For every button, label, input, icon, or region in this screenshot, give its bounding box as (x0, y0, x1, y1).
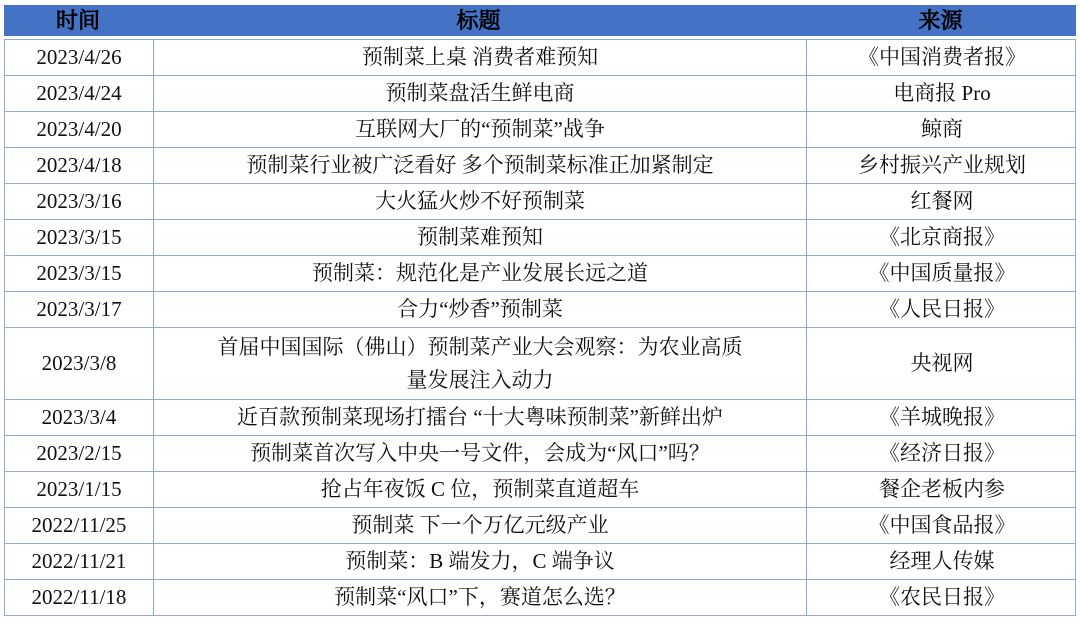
cell-date: 2023/3/16 (36, 189, 122, 214)
table-row (5, 291, 1075, 327)
table-header-row (4, 5, 1076, 36)
cell-source: 《人民日报》 (806, 292, 1077, 327)
cell-source: 《羊城晚报》 (806, 400, 1077, 435)
cell-source: 电商报 Pro (806, 76, 1077, 111)
cell-date: 2022/11/25 (31, 513, 127, 538)
cell-title: 预制菜：规范化是产业发展长远之道 (153, 256, 806, 291)
cell-title: 预制菜难预知 (153, 220, 806, 255)
table-row (5, 471, 1075, 507)
cell-title: 近百款预制菜现场打擂台 “十大粤味预制菜”新鲜出炉 (153, 400, 806, 435)
cell-title: 预制菜 下一个万亿元级产业 (153, 508, 806, 543)
cell-source: 《北京商报》 (806, 220, 1077, 255)
cell-title: 大火猛火炒不好预制菜 (153, 184, 806, 219)
header-title: 标题 (456, 8, 501, 33)
cell-title: 预制菜上桌 消费者难预知 (153, 40, 806, 75)
cell-source: 《中国消费者报》 (806, 40, 1077, 75)
cell-date: 2023/1/15 (36, 477, 122, 502)
cell-source: 《中国质量报》 (806, 256, 1077, 291)
table-row (5, 435, 1075, 471)
cell-date: 2022/11/18 (31, 585, 127, 610)
cell-source: 乡村振兴产业规划 (806, 148, 1077, 183)
header-source: 来源 (918, 8, 963, 33)
cell-date: 2022/11/21 (31, 549, 127, 574)
table-row (5, 507, 1075, 543)
table-row (5, 183, 1075, 219)
cell-title: 预制菜首次写入中央一号文件，会成为“风口”吗？ (153, 436, 806, 471)
table-row (5, 399, 1075, 435)
cell-date: 2023/3/15 (36, 225, 122, 250)
cell-title: 预制菜盘活生鲜电商 (153, 76, 806, 111)
cell-date: 2023/3/15 (36, 261, 122, 286)
cell-date: 2023/4/26 (36, 45, 122, 70)
table-row (5, 327, 1075, 399)
cell-source: 《中国食品报》 (806, 508, 1077, 543)
table-row (5, 147, 1075, 183)
cell-source: 红餐网 (806, 184, 1077, 219)
cell-date: 2023/3/4 (41, 405, 117, 430)
news-table (4, 5, 1076, 616)
table-row (5, 40, 1075, 75)
cell-title: 首届中国国际（佛山）预制菜产业大会观察：为农业高质量发展注入动力 (153, 328, 806, 399)
cell-title: 互联网大厂的“预制菜”战争 (153, 112, 806, 147)
table-row (5, 111, 1075, 147)
cell-title: 预制菜行业被广泛看好 多个预制菜标准正加紧制定 (153, 148, 806, 183)
table-row (5, 75, 1075, 111)
table-row (5, 543, 1075, 579)
cell-title: 合力“炒香”预制菜 (153, 292, 806, 327)
table-body (4, 39, 1076, 616)
header-time: 时间 (55, 8, 100, 33)
cell-source: 经理人传媒 (806, 544, 1077, 579)
cell-source: 鲸商 (806, 112, 1077, 147)
cell-source: 《农民日报》 (806, 580, 1077, 615)
cell-title: 预制菜：B 端发力，C 端争议 (153, 544, 806, 579)
table-row (5, 255, 1075, 291)
cell-date: 2023/4/20 (36, 117, 122, 142)
cell-source: 央视网 (806, 328, 1077, 399)
table-row (5, 219, 1075, 255)
cell-source: 《经济日报》 (806, 436, 1077, 471)
cell-source: 餐企老板内参 (806, 472, 1077, 507)
cell-date: 2023/4/24 (36, 81, 122, 106)
cell-title: 预制菜“风口”下，赛道怎么选？ (153, 580, 806, 615)
cell-title: 抢占年夜饭 C 位，预制菜直道超车 (153, 472, 806, 507)
cell-date: 2023/2/15 (36, 441, 122, 466)
cell-date: 2023/3/17 (36, 297, 122, 322)
cell-date: 2023/4/18 (36, 153, 122, 178)
table-row (5, 579, 1075, 615)
cell-date: 2023/3/8 (41, 351, 117, 376)
